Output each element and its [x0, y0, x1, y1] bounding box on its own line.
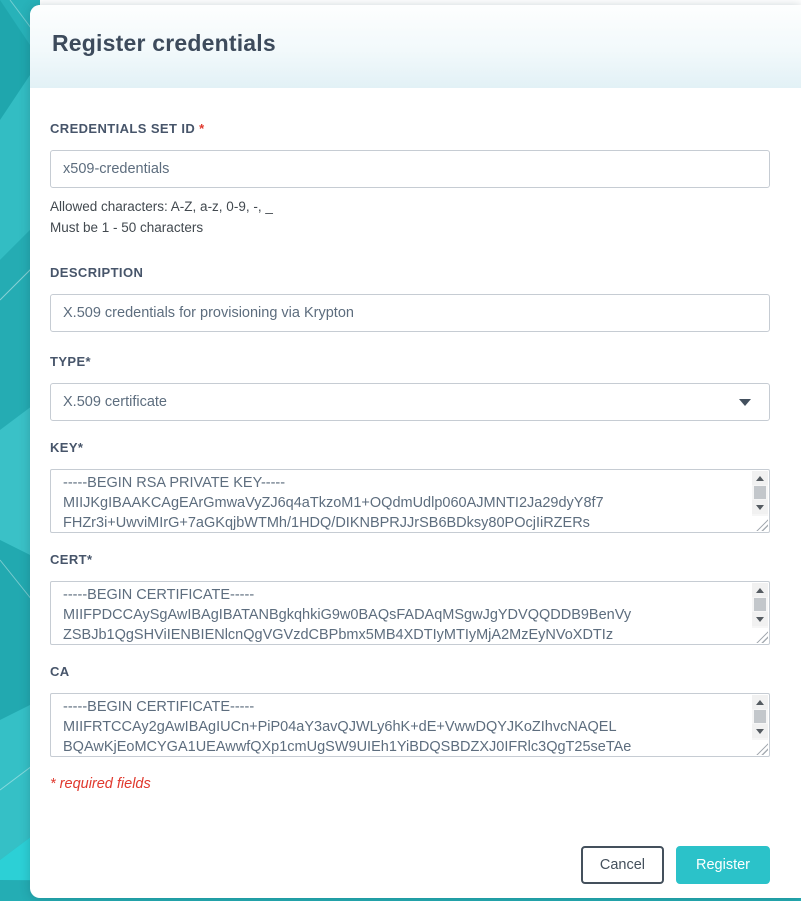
description-input[interactable]	[50, 294, 770, 332]
ca-line: BQAwKjEoMCYGA1UEAwwfQXp1cmUgSW9UIEh1YiBDQSBDZXJ0IFRlc3QgT25seTAe	[63, 739, 632, 755]
scroll-up-button[interactable]	[752, 695, 768, 709]
scroll-down-button[interactable]	[752, 500, 768, 514]
description-label: DESCRIPTION	[50, 265, 144, 280]
key-scrollbar[interactable]	[752, 471, 768, 516]
resize-grip-icon[interactable]	[755, 742, 768, 755]
required-asterisk: *	[199, 121, 205, 136]
cert-scrollbar[interactable]	[752, 583, 768, 628]
cert-textarea[interactable]	[50, 581, 770, 645]
scroll-up-button[interactable]	[752, 471, 768, 485]
dialog-header	[30, 5, 801, 88]
arrow-down-icon	[756, 617, 764, 622]
scrollbar-thumb[interactable]	[754, 710, 766, 723]
required-fields-note: * required fields	[50, 776, 151, 792]
ca-scrollbar[interactable]	[752, 695, 768, 740]
arrow-down-icon	[756, 505, 764, 510]
cancel-button[interactable]: Cancel	[581, 846, 664, 884]
resize-grip-icon[interactable]	[755, 518, 768, 531]
resize-grip-icon[interactable]	[755, 630, 768, 643]
scrollbar-thumb[interactable]	[754, 486, 766, 499]
key-textarea-content	[51, 470, 769, 533]
dialog-body	[30, 88, 801, 884]
arrow-up-icon	[756, 588, 764, 593]
scroll-up-button[interactable]	[752, 583, 768, 597]
credentials-set-id-label-text: CREDENTIALS SET ID	[50, 121, 196, 136]
key-line: -----BEGIN RSA PRIVATE KEY-----	[63, 475, 286, 491]
type-select-value: X.509 certificate	[63, 394, 167, 410]
ca-line: MIIFRTCCAy2gAwIBAgIUCn+PiP04aY3avQJWLy6hK+dE+VwwDQYJKoZIhvcNAQEL	[63, 719, 617, 735]
cert-line: MIIFPDCCAySgAwIBAgIBATANBgkqhkiG9w0BAQsFADAqMSgwJgYDVQQDDB9BenVy	[63, 607, 632, 623]
cert-textarea-content	[51, 582, 769, 645]
scrollbar-thumb[interactable]	[754, 598, 766, 611]
key-textarea[interactable]	[50, 469, 770, 533]
allowed-characters-help: Allowed characters: A-Z, a-z, 0-9, -, _	[50, 199, 273, 214]
ca-line: -----BEGIN CERTIFICATE-----	[63, 699, 255, 715]
ca-label: CA	[50, 664, 70, 679]
key-label: KEY*	[50, 440, 84, 455]
ca-textarea[interactable]	[50, 693, 770, 757]
dialog-footer	[50, 846, 770, 884]
cert-label: CERT*	[50, 552, 93, 567]
key-line: MIIJKgIBAAKCAgEArGmwaVyZJ6q4aTkzoM1+OQdmUdlp060AJMNTI2Ja29dyY8f7	[63, 495, 604, 511]
register-credentials-dialog	[30, 5, 801, 898]
scroll-down-button[interactable]	[752, 612, 768, 626]
length-help: Must be 1 - 50 characters	[50, 220, 204, 235]
type-select[interactable]	[50, 383, 770, 421]
cert-line: ZSBJb1QgSHViIENBIENlcnQgVGVzdCBPbmx5MB4XDTIyMTIyMjA2MzEyNVoXDTIz	[63, 627, 614, 643]
page-title: Register credentials	[52, 30, 276, 56]
arrow-down-icon	[756, 729, 764, 734]
key-line: FHZr3i+UwviMIrG+7aGKqjbWTMh/1HDQ/DIKNBPRJJrSB6BDksy80POcjIiRZERs	[63, 515, 590, 531]
register-button[interactable]: Register	[676, 846, 770, 884]
arrow-up-icon	[756, 700, 764, 705]
chevron-down-icon	[739, 399, 751, 406]
type-label: TYPE*	[50, 354, 92, 369]
arrow-up-icon	[756, 476, 764, 481]
scroll-down-button[interactable]	[752, 724, 768, 738]
cert-line: -----BEGIN CERTIFICATE-----	[63, 587, 255, 603]
credentials-set-id-input[interactable]	[50, 150, 770, 188]
ca-textarea-content	[51, 694, 769, 757]
credentials-set-id-label	[50, 121, 770, 136]
